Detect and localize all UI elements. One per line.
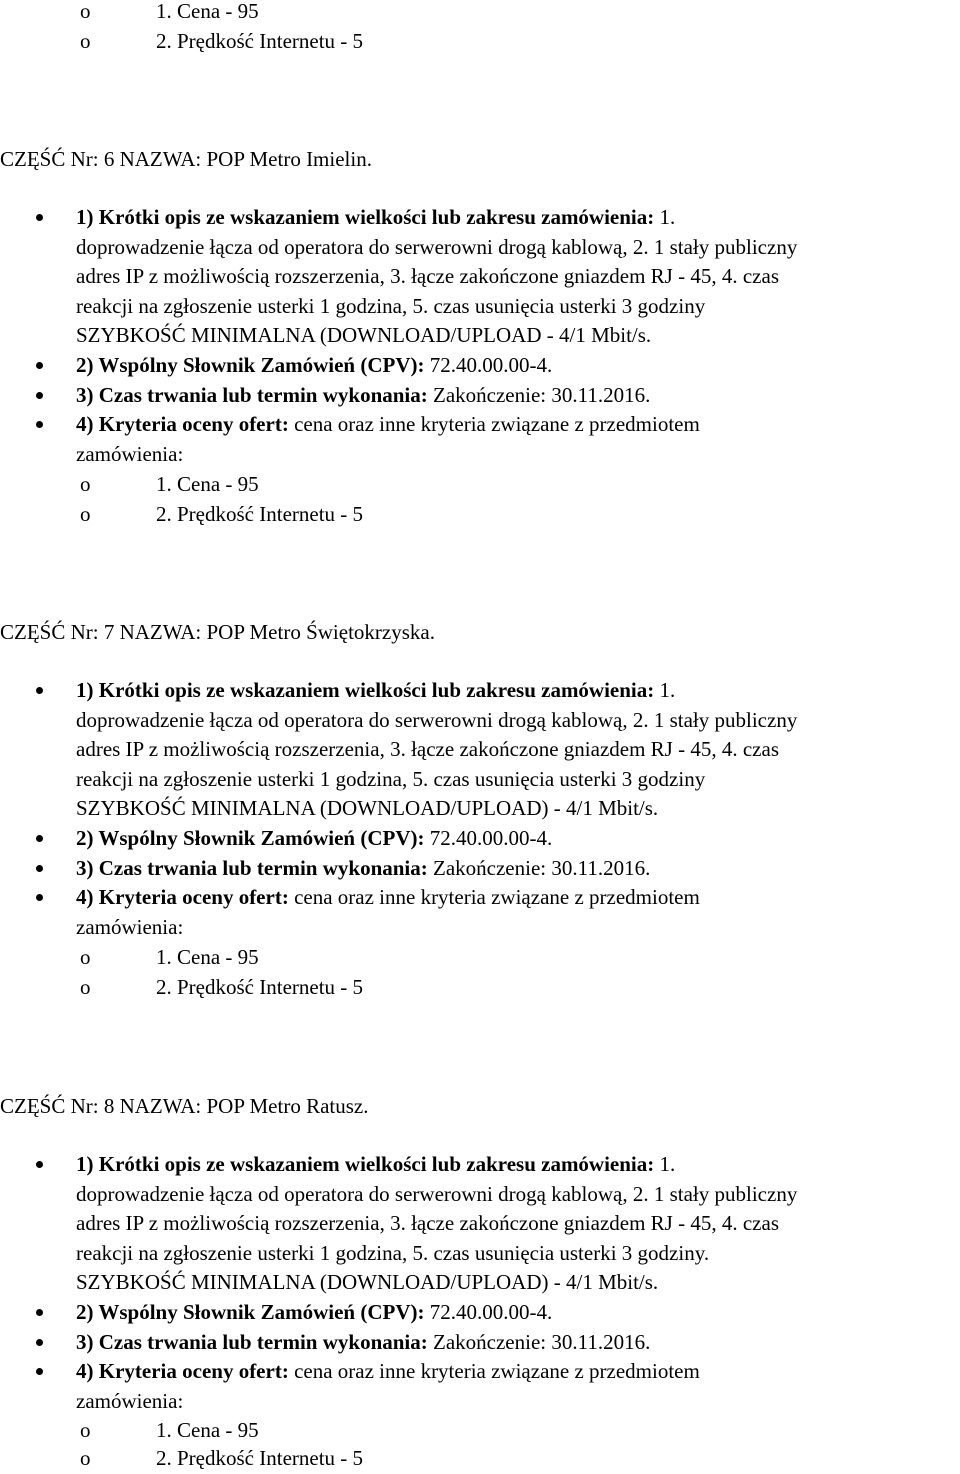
cpv-label: 2) Wspólny Słownik Zamówień (CPV):: [76, 825, 425, 850]
description-line: reakcji na zgłoszenie usterki 1 godzina, 5. czas usunięcia usterki 3 godziny.: [76, 1240, 710, 1265]
criteria-item-text: 1. Cena - 95: [156, 472, 259, 496]
cpv-label: 2) Wspólny Słownik Zamówień (CPV):: [76, 1299, 425, 1324]
description-line: SZYBKOŚĆ MINIMALNA (DOWNLOAD/UPLOAD) - 4/1 Mbit/s.: [76, 1270, 659, 1295]
criteria-value: cena oraz inne kryteria związane z przedmiotem: [294, 885, 700, 910]
term-value: Zakończenie: 30.11.2016.: [433, 382, 651, 407]
description-line: reakcji na zgłoszenie usterki 1 godzina, 5. czas usunięcia usterki 3 godziny: [76, 766, 706, 791]
part-heading: [0, 1092, 368, 1122]
description-line: doprowadzenie łącza od operatora do serwerowni drogą kablową, 2. 1 stały publiczny: [76, 707, 798, 732]
part-details-list: [0, 203, 960, 469]
term-label: 3) Czas trwania lub termin wykonania:: [76, 382, 428, 407]
bullet-icon: [36, 835, 43, 842]
sub-bullet-marker: o: [80, 975, 91, 999]
part-number: 7: [103, 620, 115, 644]
bullet-icon: [36, 392, 43, 399]
bullet-icon: [36, 1339, 43, 1346]
name-label: NAZWA:: [119, 620, 202, 644]
part-label: CZĘŚĆ Nr:: [0, 620, 99, 644]
sub-bullet-marker: o: [80, 1418, 91, 1442]
name-label: NAZWA:: [119, 1094, 202, 1118]
description-line: doprowadzenie łącza od operatora do serwerowni drogą kablową, 2. 1 stały publiczny: [76, 1181, 798, 1206]
description-line: SZYBKOŚĆ MINIMALNA (DOWNLOAD/UPLOAD - 4/1 Mbit/s.: [76, 323, 652, 348]
part-heading: [0, 145, 372, 175]
cpv-item: [0, 1298, 960, 1328]
criteria-label: 4) Kryteria oceny ofert:: [76, 885, 289, 910]
description-text: 1.: [659, 205, 676, 229]
description-item: [0, 203, 960, 351]
bullet-icon: [36, 894, 43, 901]
cpv-item: [0, 824, 960, 854]
criteria-value: cena oraz inne kryteria związane z przedmiotem: [294, 412, 700, 437]
bullet-icon: [36, 421, 43, 428]
criteria-item-text: 1. Cena - 95: [156, 1418, 259, 1442]
bullet-icon: [36, 1368, 43, 1375]
part-heading: [0, 618, 435, 648]
description-line: adres IP z możliwością rozszerzenia, 3. łącze zakończone gniazdem RJ - 45, 4. czas: [76, 737, 779, 762]
part-name: POP Metro Imielin.: [206, 147, 372, 171]
criteria-item-text: 1. Cena - 95: [156, 945, 259, 969]
bullet-icon: [36, 1161, 43, 1168]
bullet-icon: [36, 1309, 43, 1316]
criteria-item-text: 2. Prędkość Internetu - 5: [156, 29, 364, 53]
part-details-list: [0, 1150, 960, 1416]
term-label: 3) Czas trwania lub termin wykonania:: [76, 855, 428, 880]
cpv-label: 2) Wspólny Słownik Zamówień (CPV):: [76, 352, 425, 377]
description-line: adres IP z możliwością rozszerzenia, 3. łącze zakończone gniazdem RJ - 45, 4. czas: [76, 264, 779, 289]
sub-bullet-marker: o: [80, 502, 91, 526]
description-label: 1) Krótki opis ze wskazaniem wielkości lub zakresu zamówienia:: [76, 678, 655, 702]
name-label: NAZWA:: [119, 147, 202, 171]
cpv-item: [0, 351, 960, 381]
description-line: doprowadzenie łącza od operatora do serwerowni drogą kablową, 2. 1 stały publiczny: [76, 234, 798, 259]
cpv-value: 72.40.00.00-4.: [429, 825, 553, 850]
term-value: Zakończenie: 30.11.2016.: [433, 1329, 651, 1354]
cpv-value: 72.40.00.00-4.: [429, 1299, 553, 1324]
bullet-icon: [36, 687, 43, 694]
part-label: CZĘŚĆ Nr:: [0, 147, 99, 171]
part-label: CZĘŚĆ Nr:: [0, 1094, 99, 1118]
sub-bullet-marker: o: [80, 1446, 91, 1470]
term-item: [0, 381, 960, 411]
criteria-value-continued: zamówienia:: [76, 914, 184, 939]
description-label: 1) Krótki opis ze wskazaniem wielkości lub zakresu zamówienia:: [76, 1152, 655, 1176]
description-text: 1.: [659, 678, 676, 702]
part-number: 8: [103, 1094, 115, 1118]
sub-bullet-marker: o: [80, 0, 91, 23]
term-item: [0, 854, 960, 884]
sub-bullet-marker: o: [80, 945, 91, 969]
description-line: adres IP z możliwością rozszerzenia, 3. łącze zakończone gniazdem RJ - 45, 4. czas: [76, 1211, 779, 1236]
description-item: [0, 676, 960, 824]
criteria-item-text: 2. Prędkość Internetu - 5: [156, 1446, 364, 1470]
term-item: [0, 1328, 960, 1358]
bullet-icon: [36, 865, 43, 872]
criteria-item-text: 1. Cena - 95: [156, 0, 259, 23]
description-text: 1.: [659, 1152, 676, 1176]
sub-bullet-marker: o: [80, 472, 91, 496]
bullet-icon: [36, 214, 43, 221]
cpv-value: 72.40.00.00-4.: [429, 352, 553, 377]
criteria-item: [0, 1357, 960, 1416]
part-name: POP Metro Świętokrzyska.: [206, 620, 435, 644]
criteria-item-text: 2. Prędkość Internetu - 5: [156, 975, 364, 999]
term-value: Zakończenie: 30.11.2016.: [433, 855, 651, 880]
description-line: SZYBKOŚĆ MINIMALNA (DOWNLOAD/UPLOAD) - 4/1 Mbit/s.: [76, 796, 659, 821]
description-label: 1) Krótki opis ze wskazaniem wielkości lub zakresu zamówienia:: [76, 205, 655, 229]
part-details-list: [0, 676, 960, 942]
criteria-label: 4) Kryteria oceny ofert:: [76, 412, 289, 437]
criteria-item: [0, 410, 960, 469]
part-number: 6: [103, 147, 115, 171]
criteria-value-continued: zamówienia:: [76, 1388, 184, 1413]
part-name: POP Metro Ratusz.: [206, 1094, 369, 1118]
description-item: [0, 1150, 960, 1298]
sub-bullet-marker: o: [80, 29, 91, 53]
criteria-value: cena oraz inne kryteria związane z przedmiotem: [294, 1359, 700, 1384]
criteria-value-continued: zamówienia:: [76, 441, 184, 466]
description-line: reakcji na zgłoszenie usterki 1 godzina, 5. czas usunięcia usterki 3 godziny: [76, 293, 706, 318]
criteria-item-text: 2. Prędkość Internetu - 5: [156, 502, 364, 526]
criteria-label: 4) Kryteria oceny ofert:: [76, 1359, 289, 1384]
criteria-item: [0, 883, 960, 942]
term-label: 3) Czas trwania lub termin wykonania:: [76, 1329, 428, 1354]
bullet-icon: [36, 362, 43, 369]
